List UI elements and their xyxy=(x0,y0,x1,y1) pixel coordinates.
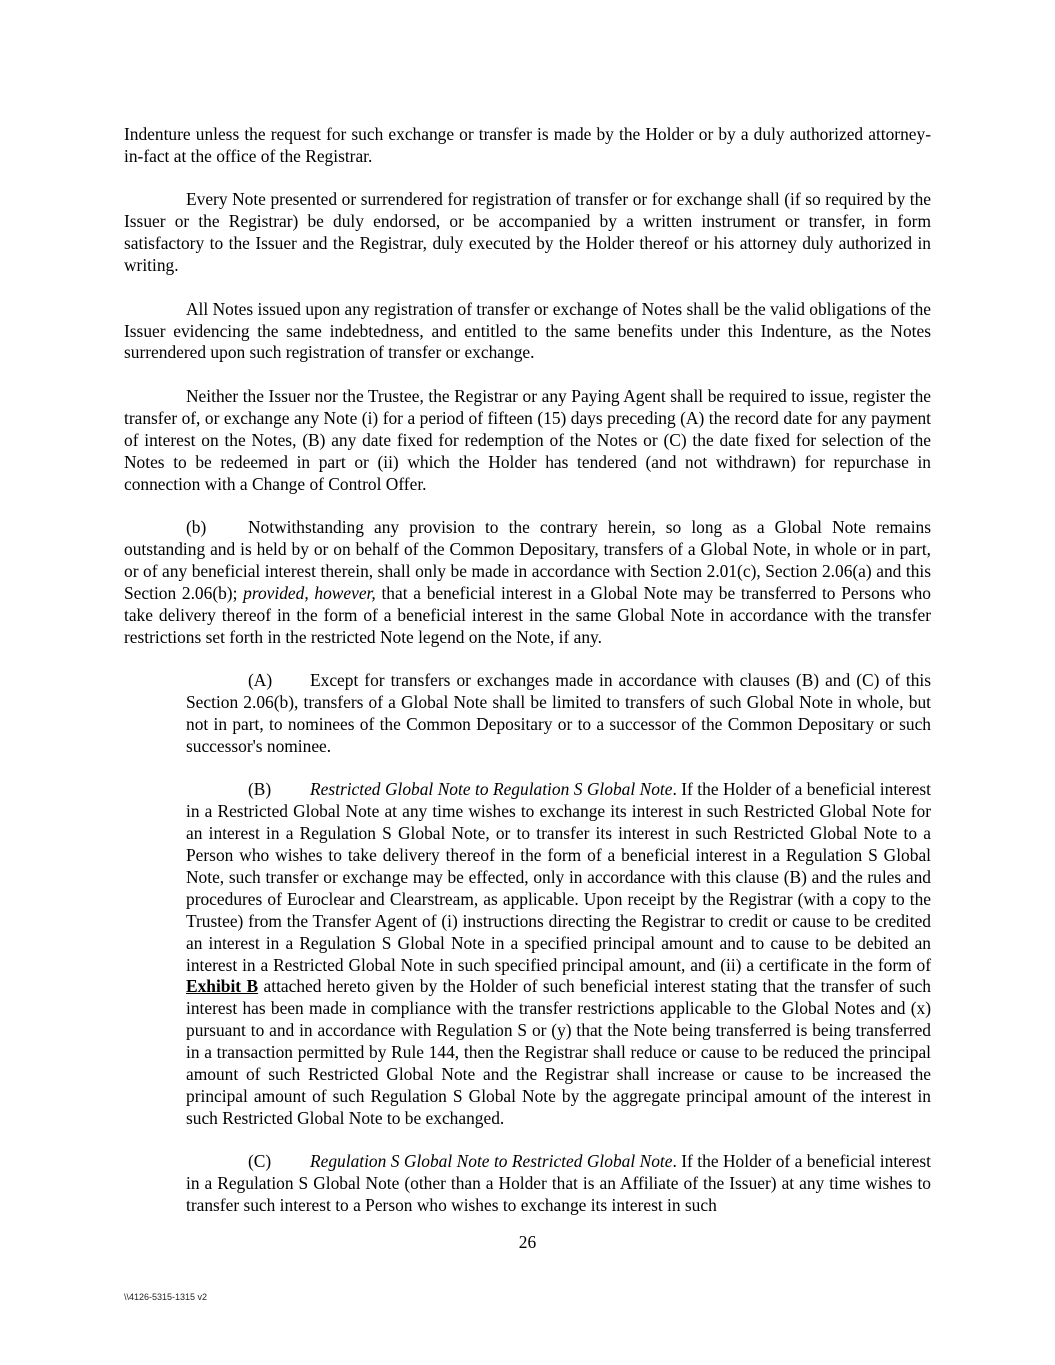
document-page xyxy=(124,124,931,1217)
clause-b-label: (B) xyxy=(248,779,272,800)
clause-c-label: (C) xyxy=(248,1151,272,1172)
clause-b-paragraph xyxy=(186,779,931,1130)
clause-c-paragraph xyxy=(186,1151,931,1217)
clause-a-label: (A) xyxy=(248,670,273,691)
clause-a-text: Except for transfers or exchanges made in accordance with clauses (B) and (C) of this Section 2.06(b), transfers of a Global Note shall be limited to transfers of such Global Note in whole, but not in part, to nominees of the Common Depositary or to a successor of the Common Depositary or such successor's nominee. xyxy=(186,670,931,756)
document-id: \\4126-5315-1315 v2 xyxy=(124,1292,208,1302)
section-b-label: (b) xyxy=(186,517,207,538)
section-b-paragraph xyxy=(124,517,931,648)
clause-c-text: . If the Holder of a beneficial interest in a Regulation S Global Note (other than a Holder that is an Affiliate of the Issuer) at any time wishes to transfer such interest to a Person who wishes to exchange its interest in such xyxy=(186,1151,931,1216)
clause-b-text-after: attached hereto given by the Holder of such beneficial interest stating that the transfer of such interest has been made in compliance with the transfer restrictions applicable to the Global Notes and (x) pursuant to and in accordance with Regulation S or (y) that the Note being transferred is being transferred in a transaction permitted by Rule 144, then the Registrar shall reduce or cause to be reduced the principal amount of such Restricted Global Note and the Registrar shall increase or cause to be increased the principal amount of such Regulation S Global Note by the aggregate principal amount of the interest in such Restricted Global Note to be exchanged. xyxy=(186,976,931,1128)
section-b-text-before: Notwithstanding any provision to the contrary herein, so long as a Global Note remains outstanding and is held by or on behalf of the Common Depositary, transfers of a Global Note, in whole or in part, or of any beneficial interest therein, shall only be made in accordance with Section 2.01(c), Section 2.06(a) and this Section 2.06(b); xyxy=(124,517,931,603)
clause-a-paragraph xyxy=(186,670,931,758)
exhibit-b-reference: Exhibit B xyxy=(186,976,259,997)
paragraph-registration-endorsement: Every Note presented or surrendered for registration of transfer or for exchange shall (if so required by the Issuer or the Registrar) be duly endorsed, or be accompanied by a written instrument or transfer, in form satisfactory to the Issuer and the Registrar, duly executed by the Holder thereof or his attorney duly authorized in writing. xyxy=(124,189,931,276)
clause-b-text-before: . If the Holder of a beneficial interest in a Restricted Global Note at any time wishes to exchange its interest in such Restricted Global Note for an interest in a Regulation S Global Note, or to transfer its interest in such Restricted Global Note to a Person who wishes to take delivery thereof in the form of a beneficial interest in a Regulation S Global Note, such transfer or exchange may be effected, only in accordance with this clause (B) and the rules and procedures of Euroclear and Clearstream, as applicable. Upon receipt by the Registrar (with a copy to the Trustee) from the Transfer Agent of (i) instructions directing the Registrar to credit or cause to be credited an interest in a Regulation S Global Note in a specified principal amount and to cause to be debited an interest in a Restricted Global Note in such specified principal amount, and (ii) a certificate in the form of xyxy=(186,779,931,975)
section-b-text-after: that a beneficial interest in a Global Note may be transferred to Persons who take delivery thereof in the form of a beneficial interest in the same Global Note in accordance with the transfer restrictions set forth in the restricted Note legend on the Note, if any. xyxy=(124,582,931,647)
page-number: 26 xyxy=(518,1232,537,1252)
clause-b-heading: Restricted Global Note to Regulation S Global Note xyxy=(310,779,673,800)
paragraph-transfer-restrictions-period: Neither the Issuer nor the Trustee, the Registrar or any Paying Agent shall be required to issue, register the transfer of, or exchange any Note (i) for a period of fifteen (15) days preceding (A) the record date for any payment of interest on the Notes, (B) any date fixed for redemption of the Notes or (C) the date fixed for selection of the Notes to be redeemed in part or (ii) which the Holder has tendered (and not withdrawn) for repurchase in connection with a Change of Control Offer. xyxy=(124,385,931,494)
paragraph-continuation: Indenture unless the request for such exchange or transfer is made by the Holder or by a duly authorized attorney-in-fact at the office of the Registrar. xyxy=(124,124,931,166)
paragraph-valid-obligations: All Notes issued upon any registration of transfer or exchange of Notes shall be the valid obligations of the Issuer evidencing the same indebtedness, and entitled to the same benefits under this Indenture, as the Notes surrendered upon such registration of transfer or exchange. xyxy=(124,298,931,363)
clause-c-heading: Regulation S Global Note to Restricted Global Note xyxy=(310,1151,673,1172)
section-b-proviso: provided, however, xyxy=(243,582,376,603)
